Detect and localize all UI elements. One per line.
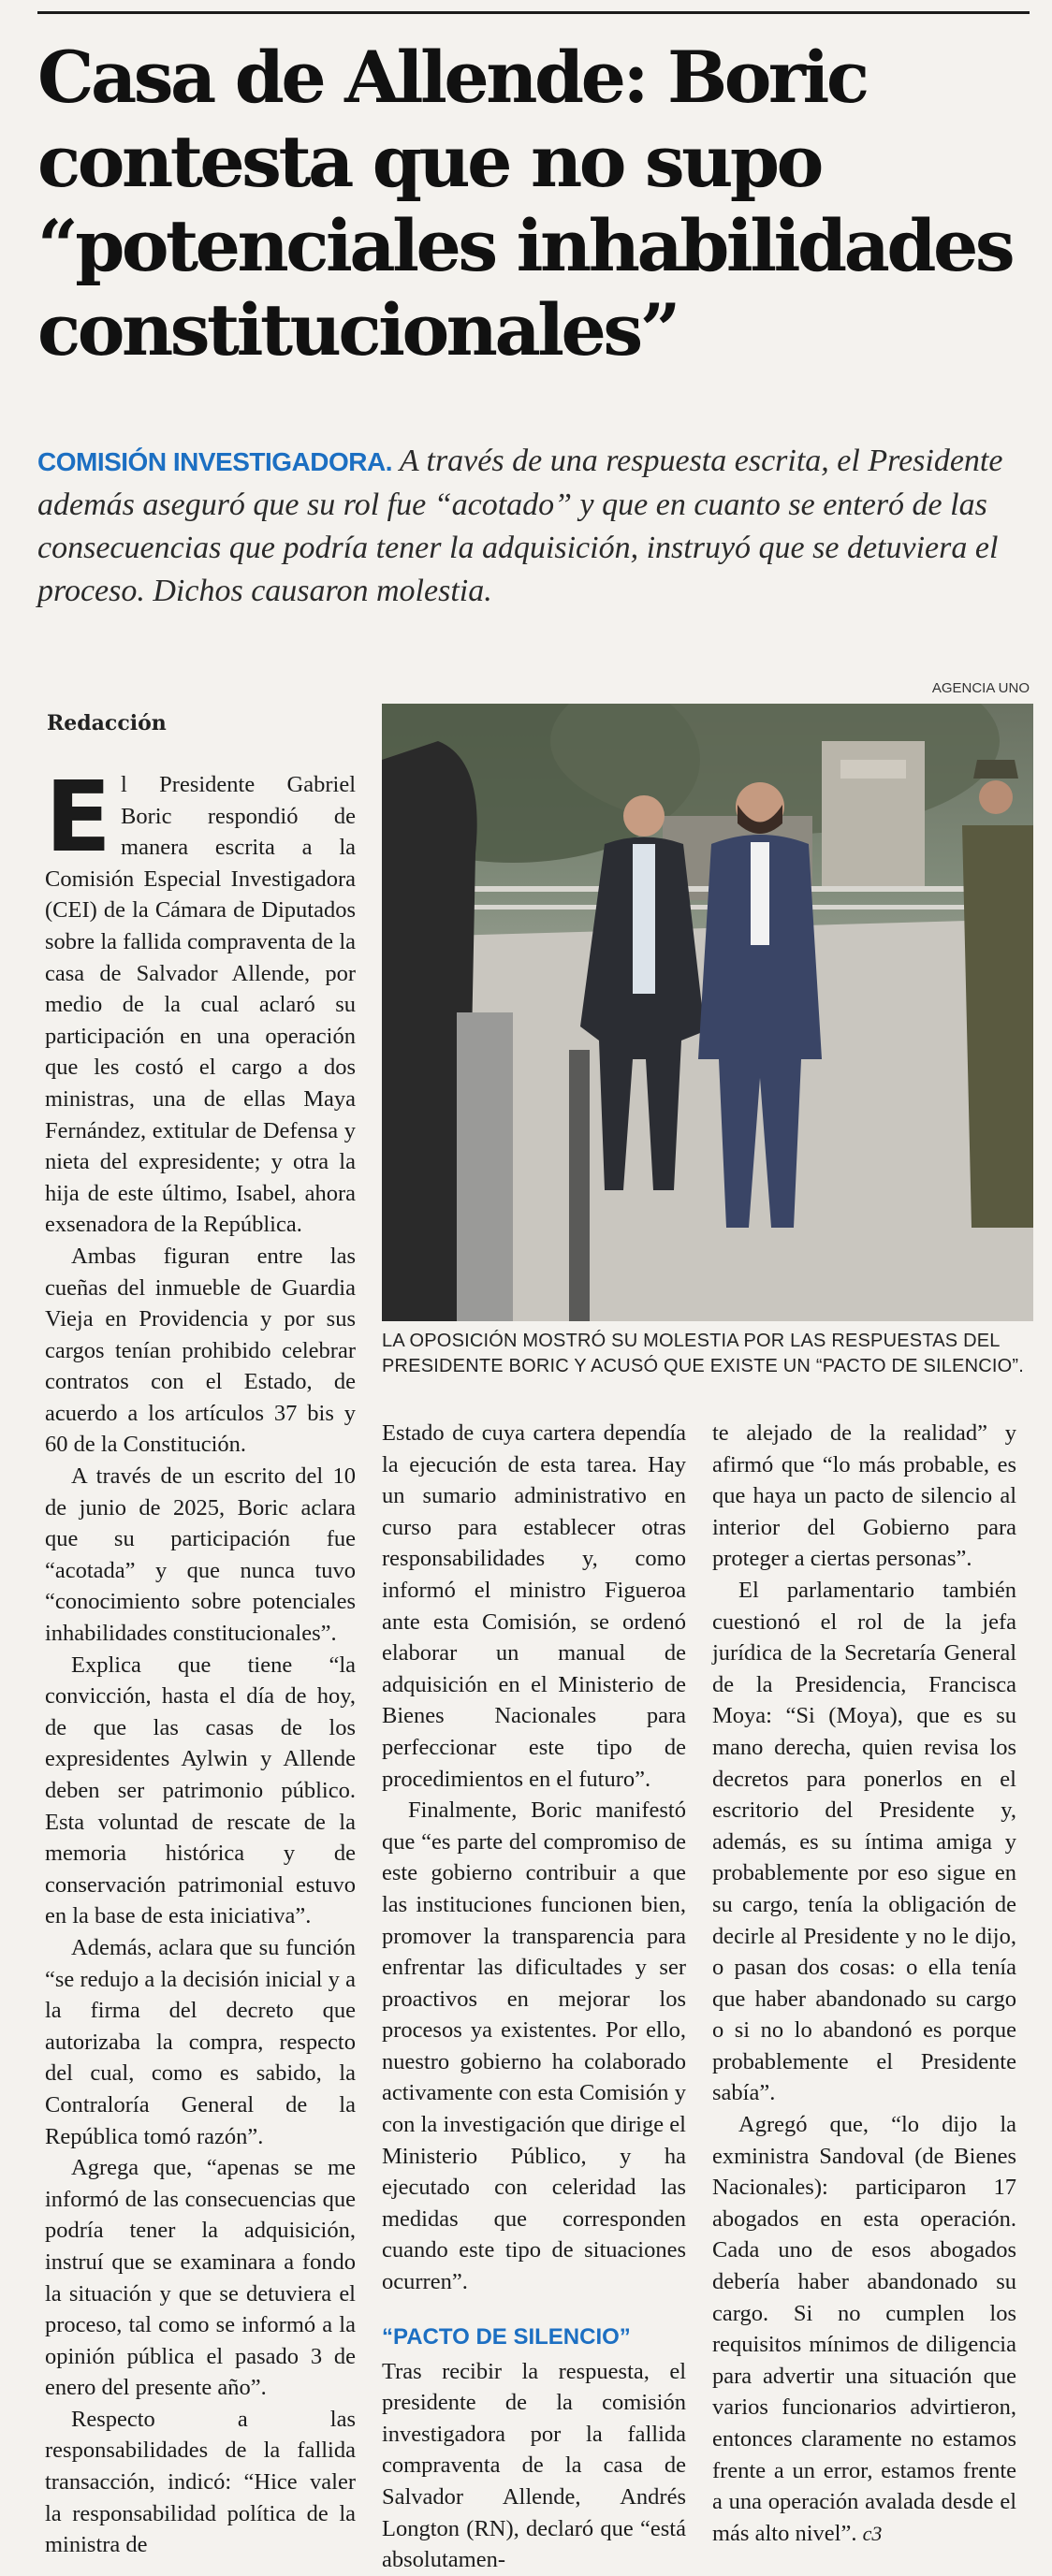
byline: Redacción [47, 711, 167, 735]
section-subhead: “PACTO DE SILENCIO” [382, 2323, 631, 2350]
end-mark: c3 [862, 2521, 883, 2545]
article-paragraph-8: Estado de cuya cartera dependía la ejecución de esta tarea. Hay un sumario administrativo en curso para establecer otras responsabilidades y, como informó el ministro Figueroa ante esta Comisión, se ordenó elaborar un manual de adquisición en el Ministerio de Bienes Nacionales para perfeccionar este tipo de procedimientos en el futuro”. [382, 1420, 686, 1792]
article-paragraph-2: Ambas figuran entre las cueñas del inmueble de Guardia Vieja en Providencia y por sus cargos tenían prohibido celebrar contratos con el Estado, de acuerdo a los artículos 37 bis y 60 de la Constitución. [45, 1243, 356, 1458]
top-rule [37, 11, 1030, 14]
article-paragraph-9: Finalmente, Boric manifestó que “es parte del compromiso de este gobierno contribuir a que las instituciones funcionen bien, promover la transparencia para enfrentar las dificultades y ser proactivos en mejorar los procesos ya existentes. Por ello, nuestro gobierno ha colaborado activamente con esta Comisión y con la investigación que dirige el Ministerio Público, y ha ejecutado con celeridad las medidas que corresponden cuando este tipo de situaciones ocurren”. [382, 1797, 686, 2295]
article-column-2 [382, 1418, 686, 2576]
article-column-1 [45, 760, 356, 2561]
lead-paragraph [37, 440, 1033, 613]
article-paragraph-11: te alejado de la realidad” y afirmó que “lo más probable, es que haya un pacto de silencio al interior del Gobierno para proteger a ciertas personas”. [712, 1420, 1016, 1572]
article-paragraph-13 [712, 2109, 1016, 2549]
drop-cap: E [45, 760, 112, 874]
photo-illustration [382, 704, 1033, 1321]
article-paragraph-1-text: l Presidente Gabriel Boric respondió de manera escrita a la Comisión Especial Investigadora (CEI) de la Cámara de Diputados sobre la fallida compraventa de la casa de Salvador Allende, por medio de la cual aclaró su participación en una operación que les costó el cargo a dos ministras, una de ellas Maya Fernández, extitular de Defensa y nieta del expresidente; y otra la hija de este último, Isabel, ahora exsenadora de la República. [45, 772, 356, 1238]
article-paragraph-5: Además, aclara que su función “se redujo a la decisión inicial y a la firma del decreto que autorizaba la compra, respecto del cual, como es sabido, la Contraloría General de la República tomó razón”. [45, 1934, 356, 2149]
article-paragraph-6: Agrega que, “apenas se me informó de las consecuencias que podría tener la adquisición, instruí que se examinara a fondo la situación y que se detuviera el proceso, tal como se informó a la opinión pública el pasado 3 de enero del presente año”. [45, 2155, 356, 2401]
article-paragraph-4: Explica que tiene “la convicción, hasta el día de hoy, de que las casas de los expresidentes Aylwin y Allende deben ser patrimonio público. Esta voluntad de rescate de la memoria histórica y de conservación patrimonial estuvo en la base de esta iniciativa”. [45, 1652, 356, 1929]
lead-text: A través de una respuesta escrita, el Presidente además aseguró que su rol fue “acotado” y que en cuanto se enteró de las consecuencias que podría tener la adquisición, instruyó que se detuviera el proceso. Dichos causaron molestia. [37, 444, 1003, 608]
article-paragraph-1 [45, 760, 356, 1241]
article-paragraph-10: Tras recibir la respuesta, el presidente de la comisión investigadora por la fallida compraventa de la casa de Salvador Allende, Andrés Longton (RN), declaró que “está absolutamen- [382, 2358, 686, 2573]
article-column-3 [712, 1418, 1016, 2549]
article-paragraph-3: A través de un escrito del 10 de junio de 2025, Boric aclara que su participación fue “acotada” y que nunca tuvo “conocimiento sobre potenciales inhabilidades constitucionales”. [45, 1463, 356, 1647]
photo-caption: LA OPOSICIÓN MOSTRÓ SU MOLESTIA POR LAS RESPUESTAS DEL PRESIDENTE BORIC Y ACUSÓ QUE EXISTE UN “PACTO DE SILENCIO”. [382, 1331, 1025, 1376]
news-photo [382, 704, 1033, 1321]
lead-kicker: COMISIÓN INVESTIGADORA. [37, 447, 392, 476]
headline: Casa de Allende: Boric contesta que no supo “potenciales inhabilidades constitucionales” [37, 36, 1013, 371]
article-paragraph-13-text: Agregó que, “lo dijo la exministra Sandoval (de Bienes Nacionales): participaron 17 abogados en esta operación. Cada uno de esos abogados debería haber abandonado su cargo. Si no cumplen los requisitos mínimos de diligencia para advertir una situación que varios funcionarios advirtieron, entonces claramente no estamos frente a un error, estamos frente a una operación avalada desde el más alto nivel”. [712, 2112, 1016, 2546]
article-paragraph-7: Respecto a las responsabilidades de la fallida transacción, indicó: “Hice valer la responsabilidad política de la ministra de [45, 2406, 356, 2558]
photo-credit: AGENCIA UNO [931, 680, 1030, 696]
article-paragraph-12: El parlamentario también cuestionó el rol de la jefa jurídica de la Secretaría General de la Presidencia, Francisca Moya: “Si (Moya), que es su mano derecha, quien revisa los decretos para ponerlos en el escritorio del Presidente y, además, es su íntima amiga y probablemente por eso sigue en su cargo, tenía la obligación de decirle al Presidente y no le dijo, o pasan dos cosas: o ella tenía que haber abandonado su cargo o si no lo abandonó es porque probablemente el Presidente sabía”. [712, 1577, 1016, 2106]
